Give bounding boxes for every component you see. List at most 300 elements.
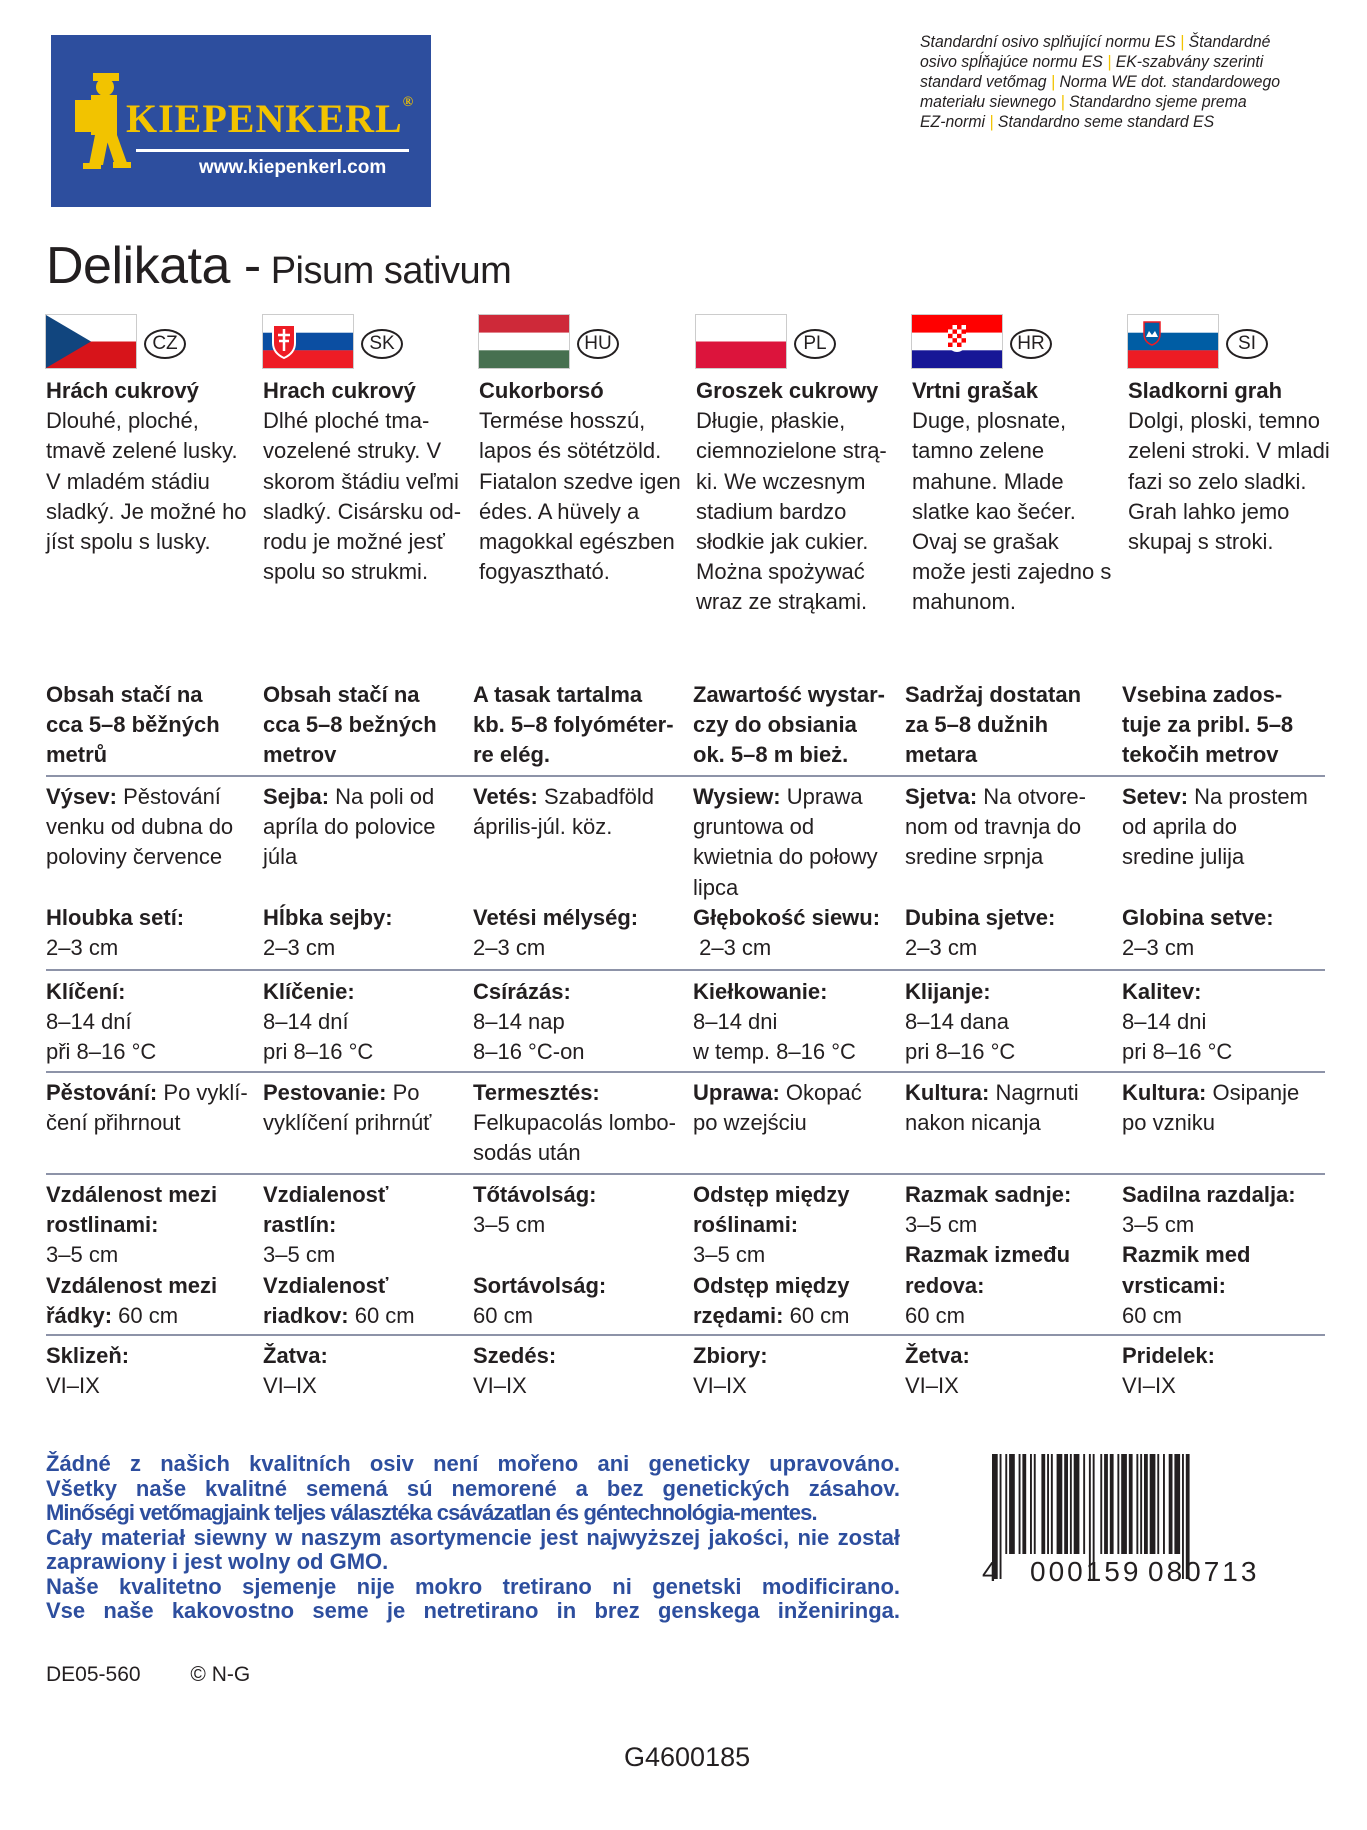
harvest-value: VI–IX [693,1373,747,1399]
barcode-bar [1070,1454,1072,1554]
brand-name [126,95,414,142]
sowing-text: nom od travnja do [905,814,1082,840]
spacing-row-value: 60 cm [905,1302,965,1328]
harvest-value: VI–IX [905,1373,959,1399]
spacing-row-label: Razmak između [905,1242,1071,1268]
cultivation-text: po wzejściu [693,1110,807,1136]
spacing-row-value: 60 cm [783,1302,850,1328]
depth-label: Głębokość siewu: [693,905,881,930]
contents-line: tekočih metrov [1122,742,1279,768]
cultivation-text: čení přihrnout [46,1110,181,1136]
spacing-row-value: 60 cm [348,1302,415,1328]
barcode-bar [1005,1454,1007,1554]
contents-line: A tasak tartalma [473,682,643,707]
cultivation-text: Felkupacolás lombo- [473,1110,676,1136]
germination-line: pri 8–16 °C [1122,1039,1233,1065]
description-si [1128,376,1340,557]
cultivation-hr [905,1078,1117,1138]
cultivation-hu [473,1078,685,1169]
cultivation-label: Uprawa: [693,1080,780,1105]
germination-line: 8–16 °C-on [473,1039,585,1065]
depth-label: Globina setve: [1122,905,1274,930]
lang-code-pl: PL [794,329,836,359]
hungarian-flag-icon [479,315,569,368]
harvest-cz [46,1341,258,1401]
product-title [46,236,511,296]
desc-line: lapos és sötétzöld. [479,438,662,464]
contents-hu [473,680,685,771]
barcode-left-digits: 000159 [1030,1556,1142,1587]
barcode-bar [1144,1454,1148,1554]
contents-line: cca 5–8 běžných [46,712,220,738]
cultivation-label: Termesztés: [473,1080,600,1105]
standards-pl-1: Norma WE dot. standardowego [1059,72,1281,91]
spacing-si [1122,1180,1334,1331]
barcode-bar [1022,1454,1026,1554]
desc-line: zeleni stroki. V mladi [1128,438,1330,464]
barcode-bar [1169,1454,1173,1554]
flag-pl-cell [696,315,896,375]
germination-hu [473,977,685,1068]
standards-hr-1: Standardno sjeme prema [1069,92,1247,111]
desc-line: ki. We wczesnym [696,468,866,494]
barcode-bar [1030,1454,1032,1554]
spacing-row-label: řádky: [46,1302,113,1328]
depth-label: Dubina sjetve: [905,905,1056,930]
germination-line: 8–14 dana [905,1009,1009,1035]
contents-line: Obsah stačí na [46,682,203,707]
contents-line: czy do obsiania [693,712,857,738]
depth-label: Hĺbka sejby: [263,905,393,930]
desc-line: Dolgi, ploski, temno [1128,408,1320,434]
germination-line: 8–14 dni [693,1009,778,1035]
depth-value: 2–3 cm [473,935,546,961]
cultivation-label: Kultura: [1122,1080,1207,1105]
desc-line: édes. A hüvely a [479,498,640,524]
contents-line: Vsebina zados- [1122,682,1283,707]
barcode-bar [1150,1454,1156,1554]
barcode-bar [1051,1454,1053,1554]
sowing-text: venku od dubna do [46,814,234,840]
depth-value: 2–3 cm [693,935,772,961]
czech-flag-icon [46,315,136,368]
contents-line: Obsah stačí na [263,682,420,707]
spacing-row-label: Vzdálenost mezi [46,1272,218,1298]
divider [46,969,1325,971]
cultivation-label: Pěstování: [46,1080,158,1105]
contents-line: Zawartość wystar- [693,682,885,707]
desc-line: mahune. Mlade [912,468,1064,494]
spacing-plant-value: 3–5 cm [473,1212,546,1238]
harvest-si [1122,1341,1334,1401]
harvest-value: VI–IX [263,1373,317,1399]
common-name: Vrtni grašak [912,378,1038,403]
desc-line: sladký. Je možné ho [46,498,247,524]
cultivation-text: Nagrnuti [995,1080,1079,1105]
sowing-pl [693,782,905,903]
sowing-label: Sejba: [263,784,330,809]
sowing-text: Na otvore- [983,784,1086,809]
contents-cz [46,680,258,771]
divider [46,1334,1325,1336]
contents-line: metrů [46,742,108,768]
sowing-hu [473,782,685,842]
notice-hr: Naše kvalitetno sjemenje nije mokro tretirano ni genetski modificirano. [46,1573,900,1599]
sowing-text: Uprawa [786,784,863,809]
spacing-row-label: rzędami: [693,1302,784,1328]
title-dash: - [243,237,261,295]
depth-value: 2–3 cm [1122,935,1195,961]
separator: | [1050,72,1056,91]
barcode-bar [1121,1454,1127,1554]
separator: | [989,112,994,131]
desc-line: skorom štádiu veľmi [263,468,459,494]
barcode-right-digits: 080713 [1148,1556,1260,1587]
kiepenkerl-logo [51,35,431,207]
germination-line: při 8–16 °C [46,1039,157,1065]
contents-si [1122,680,1334,771]
sowing-text: poloviny července [46,844,223,870]
flag-cz-cell [46,315,246,375]
spacing-row-label: Vzdialenosť [263,1272,389,1298]
harvest-label: Zbiory: [693,1343,768,1368]
lang-code-hu: HU [577,329,619,359]
spacing-row-label: vrsticami: [1122,1272,1226,1298]
germination-line: pri 8–16 °C [263,1039,374,1065]
desc-line: Grah lahko jemo [1128,498,1290,524]
desc-line: magokkal egészben [479,529,675,555]
desc-line: vozelené struky. V [263,438,442,464]
spacing-plant-label: Odstęp między [693,1182,850,1207]
sowing-text: kwietnia do połowy [693,844,878,870]
contents-line: ok. 5–8 m bież. [693,742,849,768]
article-number: DE05-560 [46,1663,141,1686]
description-cz [46,376,258,557]
sowing-label: Výsev: [46,784,117,809]
germination-si [1122,977,1334,1068]
common-name: Hrách cukrový [46,378,199,403]
harvest-value: VI–IX [473,1373,527,1399]
standards-sk-2: osivo spĺňajúce normu ES [920,52,1103,71]
brand-text: KIEPENKERL [126,96,403,141]
brand-url: www.kiepenkerl.com [199,157,387,178]
barcode-lead-digit: 4 [982,1556,998,1587]
sowing-label: Sjetva: [905,784,978,809]
spacing-row-label: Razmik med [1122,1242,1251,1268]
common-name: Sladkorni grah [1128,378,1283,403]
spacing-plant-label: Sadilna razdalja: [1122,1182,1296,1207]
flag-hr-cell [912,315,1112,375]
cultivation-label: Kultura: [905,1080,990,1105]
notice-sk: Všetky naše kvalitné semená sú nemorené a bez genetických zásahov. [46,1475,900,1501]
description-pl [696,376,908,618]
registered-mark: ® [402,95,415,110]
depth-cz [46,903,258,963]
spacing-hr [905,1180,1117,1331]
desc-line: fazi so zelo sladki. [1128,468,1307,494]
desc-line: tamno zelene [912,438,1045,464]
desc-line: jíst spolu s lusky. [46,529,211,555]
sowing-text: Na poli od [335,784,435,809]
barcode-bar [1117,1454,1119,1554]
sowing-text: sredine julija [1122,844,1245,870]
spacing-row-value: 60 cm [473,1302,533,1328]
cultivation-text: Osipanje [1212,1080,1300,1105]
spacing-row-label: riadkov: [263,1302,349,1328]
germination-line: 8–14 dni [1122,1009,1207,1035]
barcode-bar [1064,1454,1068,1554]
desc-line: wraz ze strąkami. [696,589,868,615]
logo-rule [136,149,409,152]
sowing-text: Pěstování [123,784,221,809]
contents-line: metara [905,742,978,768]
desc-line: Ovaj se grašak [912,529,1059,555]
barcode-bar [1083,1454,1085,1554]
divider [46,775,1325,777]
quality-notice [46,1452,900,1624]
notice-cz: Žádné z našich kvalitních osiv není mořeno ani geneticky upravováno. [46,1451,900,1476]
cultivation-text: Po [392,1080,420,1105]
barcode-bar [1019,1454,1021,1554]
sowing-label: Setev: [1122,784,1189,809]
spacing-plant-label: rostlinami: [46,1212,159,1238]
depth-value: 2–3 cm [905,935,978,961]
polish-flag-icon [696,315,786,368]
spacing-plant-label: Razmak sadnje: [905,1182,1072,1207]
flag-sk-cell [263,315,463,375]
spacing-plant-value: 3–5 cm [905,1212,978,1238]
depth-si [1122,903,1334,963]
depth-value: 2–3 cm [46,935,119,961]
variety-name: Delikata [46,237,230,295]
harvest-label: Szedés: [473,1343,557,1368]
barcode-bar [1034,1454,1036,1554]
spacing-row-value: 60 cm [112,1302,179,1328]
sowing-text: lipca [693,874,739,900]
germination-line: pri 8–16 °C [905,1039,1016,1065]
depth-pl [693,903,905,963]
germination-label: Klijanje: [905,979,991,1004]
cultivation-text: po vzniku [1122,1110,1215,1136]
desc-line: mahunom. [912,589,1016,615]
germination-pl [693,977,905,1068]
cultivation-text: sodás után [473,1140,581,1166]
sowing-label: Vetés: [473,784,538,809]
spacing-hu [473,1180,685,1331]
sowing-text: Szabadföld [543,784,655,809]
notice-hu: Minőségi vetőmagjaink teljes választéka csávázatlan és géntechnológia-mentes. [46,1500,817,1525]
harvest-hu [473,1341,685,1401]
standards-hr-2: EZ-normi [920,112,986,131]
germination-label: Csírázás: [473,979,571,1004]
contents-pl [693,680,905,771]
barcode-bar [1074,1454,1080,1554]
barcode-bar [1129,1454,1133,1554]
barcode-bar [1047,1454,1049,1554]
cultivation-si [1122,1078,1334,1138]
harvest-label: Žetva: [905,1343,970,1368]
desc-line: V mladém stádiu [46,468,210,494]
sowing-text: sredine srpnja [905,844,1044,870]
description-hu [479,376,691,587]
harvest-hr [905,1341,1117,1401]
spacing-plant-label: Vzdálenost mezi [46,1182,218,1207]
cultivation-pl [693,1078,905,1138]
contents-line: re elég. [473,742,551,768]
desc-line: skupaj s stroki. [1128,529,1274,555]
germination-cz [46,977,258,1068]
barcode-bar [1140,1454,1142,1554]
barcode-bar [1057,1454,1063,1554]
cultivation-sk [263,1078,475,1138]
standards-hu-2: standard vetőmag [920,72,1047,91]
germination-line: 8–14 nap [473,1009,565,1035]
separator: | [1060,92,1065,111]
desc-line: tmavě zelené lusky. [46,438,238,464]
depth-label: Vetési mélység: [473,905,639,930]
sowing-text: apríla do polovice [263,814,436,840]
print-code: G4600185 [624,1742,751,1772]
standards-si: Standardno seme standard ES [997,112,1215,131]
desc-line: Fiatalon szedve igen [479,468,681,494]
germination-label: Kiełkowanie: [693,979,828,1004]
depth-label: Hloubka setí: [46,905,185,930]
contents-line: tuje za pribl. 5–8 [1122,712,1294,738]
sowing-hr [905,782,1117,873]
copyright: © N-G [190,1663,251,1686]
barcode-bar [1110,1454,1114,1554]
spacing-plant-value: 3–5 cm [46,1242,119,1268]
contents-line: kb. 5–8 folyóméter- [473,712,674,738]
sowing-text: júla [263,844,298,870]
barcode-bar [1000,1454,1002,1579]
depth-hu [473,903,685,963]
contents-hr [905,680,1117,771]
sowing-cz [46,782,258,873]
depth-sk [263,903,475,963]
spacing-row-label: redova: [905,1272,985,1298]
spacing-row-label: Sortávolság: [473,1272,607,1298]
separator: | [1107,52,1112,71]
barcode-bar [1009,1454,1015,1554]
spacing-row-label: Odstęp między [693,1272,850,1298]
spacing-plant-value: 3–5 cm [1122,1212,1195,1238]
sowing-sk [263,782,475,873]
desc-line: rodu je možné jesť [263,529,445,555]
cultivation-text: Okopać [785,1080,862,1105]
cultivation-text: nakon nicanja [905,1110,1041,1136]
contents-sk [263,680,475,771]
desc-line: spolu so strukmi. [263,559,429,585]
spacer [473,1240,685,1270]
harvest-value: VI–IX [1122,1373,1176,1399]
barcode-bar [1163,1454,1165,1554]
slovak-flag-icon [263,315,353,368]
notice-pl: Cały materiał siewny w naszym asortymencie jest najwyższej jakości, nie został zaprawiony i jest wolny od GMO. [46,1524,900,1574]
germination-hr [905,977,1117,1068]
standards-sk-1: Štandardné [1188,32,1271,51]
standards-cz: Standardní osivo splňující normu ES [920,32,1176,51]
desc-line: Termése hosszú, [479,408,646,434]
slovenian-flag-icon [1128,315,1218,368]
depth-value: 2–3 cm [263,935,336,961]
harvest-pl [693,1341,905,1401]
harvest-label: Žatva: [263,1343,328,1368]
standards-pl-2: materiału siewnego [920,92,1057,111]
sowing-text: gruntowa od [693,814,815,840]
sowing-label: Wysiew: [693,784,781,809]
germination-label: Klíčenie: [263,979,355,1004]
spacing-row-value: 60 cm [1122,1302,1182,1328]
spacing-plant-value: 3–5 cm [263,1242,336,1268]
sowing-si [1122,782,1334,873]
contents-line: cca 5–8 bežných [263,712,437,738]
standards-hu-1: EK-szabvány szerinti [1115,52,1264,71]
spacing-cz [46,1180,258,1331]
desc-line: Można spożywać [696,559,865,585]
spacing-plant-label: Vzdialenosť [263,1182,389,1207]
lang-code-si: SI [1226,329,1268,359]
spacing-plant-label: roślinami: [693,1212,799,1238]
cultivation-text: vyklíčení prihrnúť [263,1110,432,1136]
spacing-sk [263,1180,475,1331]
desc-line: ciemnozielone strą- [696,438,887,464]
description-sk [263,376,475,587]
germination-line: 8–14 dní [263,1009,349,1035]
divider [46,1071,1325,1073]
barcode-bar [1100,1454,1102,1554]
germination-line: w temp. 8–16 °C [693,1039,856,1065]
latin-name: Pisum sativum [270,250,512,292]
description-hr [912,376,1124,618]
desc-line: može jesti zajedno s [912,559,1112,585]
desc-line: Długie, płaskie, [696,408,846,434]
desc-line: słodkie jak cukier. [696,529,869,555]
lang-code-sk: SK [361,329,403,359]
spacing-plant-value: 3–5 cm [693,1242,766,1268]
separator: | [1180,32,1185,51]
germination-sk [263,977,475,1068]
sowing-text: od aprila do [1122,814,1237,840]
common-name: Groszek cukrowy [696,378,879,403]
depth-hr [905,903,1117,963]
desc-line: Dlouhé, ploché, [46,408,199,434]
flag-si-cell [1128,315,1328,375]
barcode-bar [1174,1454,1180,1554]
divider [46,1173,1325,1175]
harvest-label: Sklizeň: [46,1343,130,1368]
barcode-bar [1041,1454,1045,1554]
germination-label: Klíčení: [46,979,126,1004]
desc-line: Dlhé ploché tma- [263,408,430,434]
barcode-bar [1136,1454,1138,1554]
common-name: Cukorborsó [479,378,604,403]
desc-line: Duge, plosnate, [912,408,1067,434]
spacing-plant-label: Tőtávolság: [473,1182,597,1207]
contents-line: metrov [263,742,337,768]
flag-hu-cell [479,315,679,375]
harvest-label: Pridelek: [1122,1343,1215,1368]
germination-label: Kalitev: [1122,979,1202,1004]
cultivation-cz [46,1078,258,1138]
barcode-bar [1104,1454,1108,1554]
lang-code-cz: CZ [144,329,186,359]
common-name: Hrach cukrový [263,378,416,403]
desc-line: sladký. Cisársku od- [263,498,462,524]
harvest-value: VI–IX [46,1373,100,1399]
harvest-sk [263,1341,475,1401]
article-codes [46,1663,294,1687]
